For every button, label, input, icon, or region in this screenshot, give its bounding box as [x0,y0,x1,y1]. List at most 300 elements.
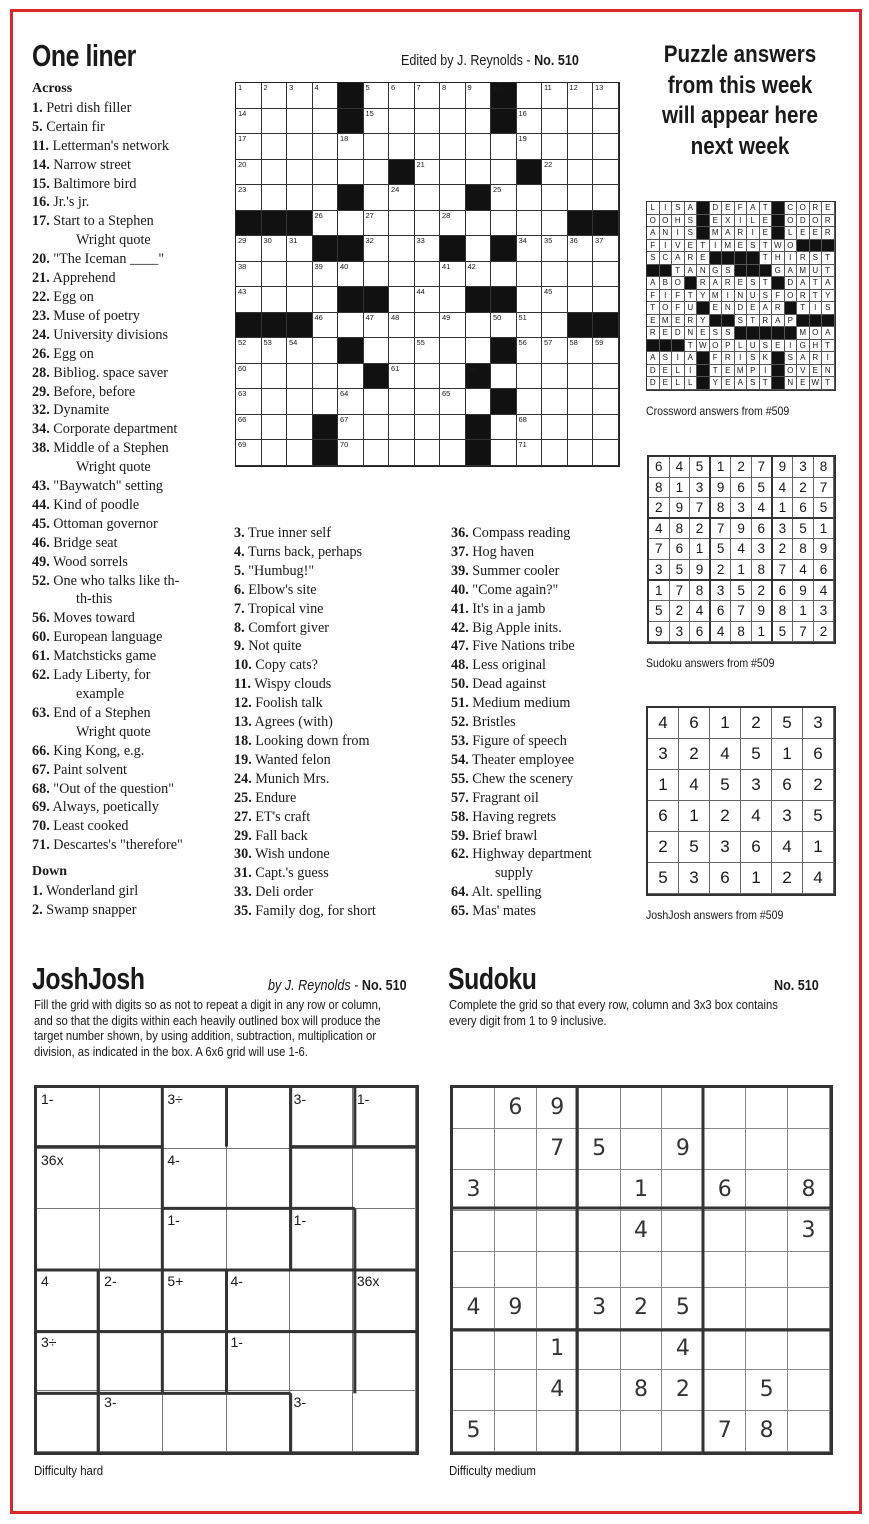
clue-number: 58. [451,808,469,825]
joshjosh-answer-cell: 5 [772,708,803,739]
clue-number: 19. [234,751,252,768]
answer-cell: G [772,265,785,278]
sudoku-answer-cell: 3 [752,539,773,560]
clue [451,732,641,751]
answer-cell: E [647,315,660,328]
clue-text: Apprehend [52,270,116,287]
clue [451,619,641,638]
cage-target: 5+ [167,1273,184,1289]
answer-cell: S [747,240,760,253]
crossword-cell [542,338,568,364]
crossword-cell [440,109,466,135]
answer-cell: F [735,202,748,215]
answer-black-cell [797,315,810,328]
crossword-cell-number: 48 [391,312,400,322]
crossword-cell [236,440,262,466]
crossword-cell [491,185,517,211]
sudoku-cell[interactable]: 8 [621,1370,663,1411]
clue-text: Deli order [255,884,314,901]
crossword-black-cell [338,287,364,313]
sudoku-cell[interactable]: 8 [788,1170,830,1211]
joshjosh-answer-cell: 3 [679,863,710,894]
sudoku-cell[interactable]: 7 [704,1411,746,1452]
crossword-cell [262,389,288,415]
crossword-cell [491,160,517,186]
crossword-cell-number: 17 [238,134,247,143]
clue-number: 65. [451,903,469,920]
sudoku-answer-cell: 4 [670,457,691,478]
sudoku-cell[interactable]: 4 [453,1288,495,1329]
clue [234,637,444,656]
crossword-cell [364,134,390,160]
clue-text: "Come again?" [472,581,559,598]
crossword-cell [466,389,492,415]
crossword-cell [491,440,517,466]
crossword-cell [593,287,619,313]
crossword-cell [262,109,288,135]
clue [234,827,444,846]
answer-black-cell [697,365,710,378]
joshjosh-answer-cell: 3 [772,801,803,832]
crossword-black-cell [313,440,339,466]
crossword-cell [389,134,415,160]
clue-text: King Kong, e.g. [53,742,145,759]
answer-cell: R [685,315,698,328]
answer-black-cell [660,340,673,353]
clue-text: Kind of poodle [53,496,140,513]
crossword-cell [236,287,262,313]
clue-number: 11. [234,676,251,693]
crossword-cell [440,338,466,364]
answer-cell: S [785,352,798,365]
crossword-cell [287,134,313,160]
clue [32,553,232,572]
crossword-cell [568,338,594,364]
clue-number: 20. [32,251,50,268]
answer-black-cell [722,315,735,328]
clue-number: 69. [32,799,50,816]
clue [451,524,641,543]
clue [451,883,641,902]
clue-text: Narrow street [53,156,131,173]
answer-black-cell [822,240,835,253]
answer-cell: S [685,215,698,228]
crossword-editor: Edited by J. Reynolds - No. 510 [401,52,579,69]
clue [32,647,232,666]
answer-cell: F [710,352,723,365]
sudoku-cell[interactable]: 8 [746,1411,788,1452]
answer-cell: R [735,227,748,240]
crossword-cell [517,364,543,390]
sudoku-cell[interactable]: 6 [704,1170,746,1211]
sudoku-answer-cell: 8 [752,560,773,581]
crossword-cell [364,236,390,262]
answer-cell: D [710,202,723,215]
clue [32,534,232,553]
clue [451,675,641,694]
answer-cell: E [810,227,823,240]
crossword-cell [440,440,466,466]
answer-cell: E [772,340,785,353]
joshjosh-answer-cell: 5 [679,832,710,863]
answer-black-cell [672,340,685,353]
clue-text: Letterman's network [52,137,169,154]
sudoku-cell[interactable]: 4 [537,1370,579,1411]
answer-cell: L [685,377,698,390]
crossword-cell [542,313,568,339]
sudoku-number: No. 510 [774,977,819,994]
clue [32,99,232,118]
crossword-cell [287,287,313,313]
crossword-cell [364,109,390,135]
sudoku-cell[interactable]: 5 [453,1411,495,1452]
cage-target: 1- [167,1212,180,1229]
crossword-cell-number: 8 [442,83,447,92]
sudoku-answer-cell: 3 [711,581,732,602]
clue-text: One who talks like th- [53,572,180,589]
sudoku-cell[interactable]: 6 [495,1088,537,1129]
answer-cell: M [797,265,810,278]
crossword-black-cell [466,440,492,466]
sudoku-answer-cell: 9 [752,601,773,622]
answer-cell: O [797,202,810,215]
sudoku-cell[interactable]: 3 [788,1211,830,1252]
clue [451,656,641,675]
sudoku-cell[interactable]: 3 [453,1170,495,1211]
crossword-cell [466,83,492,109]
answer-cell: R [797,290,810,303]
answer-cell: I [660,290,673,303]
sudoku-cell[interactable]: 2 [621,1288,663,1329]
clue [32,817,232,836]
clue-number: 52. [451,714,469,731]
clue [234,845,444,864]
sudoku-answer-cell: 1 [670,478,691,499]
joshjosh-answer-cell: 1 [648,770,679,801]
clue [451,789,641,808]
sudoku-answer-cell: 7 [752,457,773,478]
sudoku-cell[interactable]: 5 [746,1370,788,1411]
clue-number: 5. [234,562,245,579]
answer-black-cell [760,265,773,278]
sudoku-cell[interactable]: 9 [537,1088,579,1129]
crossword-cell [389,338,415,364]
crossword-cell-number: 54 [289,338,298,347]
answer-cell: U [747,340,760,353]
sudoku-cell[interactable]: 5 [579,1129,621,1170]
crossword-cell [287,160,313,186]
clue-text: Egg on [53,345,94,362]
joshjosh-answer-cell: 5 [648,863,679,894]
sudoku-cell[interactable]: 7 [537,1129,579,1170]
answer-cell: E [797,227,810,240]
answer-cell: A [822,277,835,290]
clue-number: 67. [32,761,50,778]
answer-cell: A [760,302,773,315]
answer-cell: R [810,352,823,365]
crossword-cell [313,83,339,109]
crossword-cell [236,364,262,390]
clue-text: Before, before [53,383,136,400]
clue-text: "The Iceman ____" [53,251,165,268]
sudoku-cell[interactable]: 1 [621,1170,663,1211]
crossword-cell [593,109,619,135]
clue-text-cont: Wright quote [76,459,151,476]
crossword-cell [262,440,288,466]
crossword-cell [568,185,594,211]
crossword-cell [415,364,441,390]
answer-cell: A [647,352,660,365]
crossword-cell [593,440,619,466]
answer-cell: R [697,277,710,290]
crossword-cell-number: 19 [518,134,527,143]
crossword-cell-number: 26 [314,210,323,220]
clue-text: Chew the scenery [472,770,574,787]
crossword-cell-number: 9 [467,83,472,92]
answer-black-cell [710,252,723,265]
crossword-title: One liner [32,38,136,73]
answer-cell: T [760,377,773,390]
clue-number: 64. [451,884,469,901]
clue-number: 51. [451,695,469,712]
clue-text: Moves toward [53,610,135,627]
crossword-cell [593,160,619,186]
clue-text: "Baywatch" setting [53,478,163,495]
sudoku-answer-cell: 2 [670,601,691,622]
sudoku-answer-cell: 5 [752,478,773,499]
answer-cell: F [672,302,685,315]
crossword-black-cell [440,236,466,262]
sudoku-answer-cell: 9 [670,498,691,519]
answer-cell: E [660,365,673,378]
crossword-cell [593,83,619,109]
sudoku-cell[interactable]: 5 [662,1288,704,1329]
crossword-cell [466,236,492,262]
clue-number: 16. [32,194,50,211]
sudoku-answer-cell: 9 [711,478,732,499]
clue-text: Always, poetically [52,799,159,816]
joshjosh-answer-cell: 2 [710,801,741,832]
clue-text: Family dog, for short [255,903,376,920]
answer-cell: A [797,277,810,290]
cage-target: 4 [41,1273,49,1289]
answer-cell: T [822,340,835,353]
crossword-cell-number: 60 [238,363,247,373]
sudoku-answer-cell: 6 [752,519,773,540]
answer-black-cell [697,302,710,315]
crossword-cell [287,83,313,109]
answer-cell: E [685,240,698,253]
answer-cell: E [735,240,748,253]
crossword-cell [338,160,364,186]
sudoku-cell[interactable]: 2 [662,1370,704,1411]
crossword-black-cell [287,211,313,237]
answer-cell: T [685,340,698,353]
crossword-black-cell [491,389,517,415]
answer-cell: L [672,365,685,378]
answer-black-cell [772,377,785,390]
answer-cell: C [660,252,673,265]
clue [32,401,232,420]
crossword-cell [517,415,543,441]
answer-cell: Y [697,315,710,328]
crossword-cell [262,338,288,364]
joshjosh-title: JoshJosh [32,961,145,996]
clue-number: 8. [234,619,245,636]
answer-cell: L [735,340,748,353]
cage-target: 4- [167,1151,180,1168]
sudoku-cell[interactable]: 4 [662,1329,704,1370]
sudoku-cell[interactable]: 1 [537,1329,579,1370]
joshjosh-answer-cell: 2 [679,739,710,770]
sudoku-cell[interactable]: 4 [621,1211,663,1252]
crossword-cell [236,109,262,135]
joshjosh-answer-cell: 4 [741,801,772,832]
clue-number: 17. [32,213,50,230]
crossword-black-cell [364,364,390,390]
answer-cell: U [685,302,698,315]
clue [32,609,232,628]
joshjosh-byline: by J. Reynolds - No. 510 [268,977,407,994]
answer-cell: A [685,202,698,215]
joshjosh-answer-cell: 5 [741,739,772,770]
sudoku-answer-cell: 4 [793,560,814,581]
sudoku-answer-cell: 7 [670,581,691,602]
joshjosh-answer-cell: 4 [710,739,741,770]
answer-cell: O [660,215,673,228]
sudoku-answer-cell: 8 [814,457,835,478]
sudoku-instructions: Complete the grid so that every row, column and 3x3 box contains every digit from 1 to 9 inclusive. [449,998,778,1028]
clue [32,326,232,345]
sudoku-answer-cell: 2 [752,581,773,602]
cage-target: 3÷ [41,1333,57,1350]
sudoku-answer-cell: 3 [793,457,814,478]
clue [234,732,444,751]
crossword-cell [517,262,543,288]
sudoku-answer-cell: 5 [711,539,732,560]
clue-text: Least cooked [53,818,129,835]
answer-cell: E [710,302,723,315]
answer-cell: S [722,327,735,340]
sudoku-answer-cell: 1 [649,581,670,602]
clue-number: 49. [32,553,50,570]
clue-number: 10. [234,657,252,674]
answer-cell: S [710,327,723,340]
clue-text: "Out of the question" [53,780,175,797]
clue-number: 39. [451,562,469,579]
crossword-cell [440,185,466,211]
joshjosh-answer-cell: 3 [803,708,834,739]
answer-cell: E [760,227,773,240]
answer-black-cell [785,327,798,340]
sudoku-answer-cell: 9 [793,581,814,602]
answer-cell: Y [710,377,723,390]
sudoku-answer-cell: 1 [773,498,794,519]
answer-cell: E [697,327,710,340]
answer-cell: P [722,340,735,353]
crossword-cell [517,83,543,109]
crossword-cell [262,287,288,313]
clue-text: Not quite [248,638,302,655]
answer-black-cell [810,315,823,328]
crossword-black-cell [466,415,492,441]
sudoku-cell[interactable]: 3 [579,1288,621,1329]
crossword-black-cell [364,287,390,313]
crossword-cell [542,134,568,160]
clue [32,212,232,250]
crossword-cell-number: 4 [314,83,319,92]
sudoku-cell[interactable]: 9 [662,1129,704,1170]
crossword-cell-number: 43 [238,287,247,296]
clue [32,901,232,920]
crossword-cell-number: 38 [238,261,247,271]
clue-number: 30. [234,846,252,863]
answer-cell: E [722,202,735,215]
answer-cell: E [660,377,673,390]
clue-number: 37. [451,543,469,560]
crossword-cell [440,389,466,415]
answer-cell: N [785,377,798,390]
crossword-cell [313,134,339,160]
crossword-cell-number: 44 [416,287,425,296]
clue-text: Bibliog. space saver [53,364,168,381]
crossword-cell [593,134,619,160]
crossword-cell [568,160,594,186]
crossword-cell-number: 50 [493,312,502,322]
joshjosh-answers-grid [646,706,836,896]
crossword-cell [517,313,543,339]
clue-number: 3. [234,525,245,541]
clue-number: 53. [451,732,469,749]
answer-cell: S [672,202,685,215]
answer-cell: I [785,252,798,265]
crossword-cell [389,262,415,288]
clue-number: 61. [32,648,50,665]
crossword-cell-number: 13 [595,83,604,92]
crossword-cell [287,440,313,466]
crossword-cell [338,262,364,288]
answer-cell: R [722,352,735,365]
answer-cell: E [735,277,748,290]
answer-black-cell [772,202,785,215]
crossword-cell [491,134,517,160]
answer-cell: A [785,265,798,278]
answer-cell: T [710,365,723,378]
clue-number: 63. [32,704,50,721]
answer-cell: R [647,327,660,340]
crossword-cell [262,160,288,186]
clue-text: Elbow's site [248,581,317,598]
clue [451,751,641,770]
crossword-cell [415,262,441,288]
clue [32,882,232,901]
crossword-cell [415,211,441,237]
clue [451,902,641,921]
clue-number: 6. [234,581,245,598]
clue-text: Alt. spelling [471,884,542,901]
answer-black-cell [772,227,785,240]
answer-cell: I [710,240,723,253]
answer-cell: H [672,215,685,228]
crossword-cell [593,338,619,364]
crossword-cell [568,440,594,466]
answer-cell: A [710,277,723,290]
sudoku-cell[interactable]: 9 [495,1288,537,1329]
sudoku-answer-cell: 6 [793,498,814,519]
clue-text: Five Nations tribe [472,638,575,655]
answer-cell: I [810,302,823,315]
clue-text: Agrees (with) [254,714,333,731]
